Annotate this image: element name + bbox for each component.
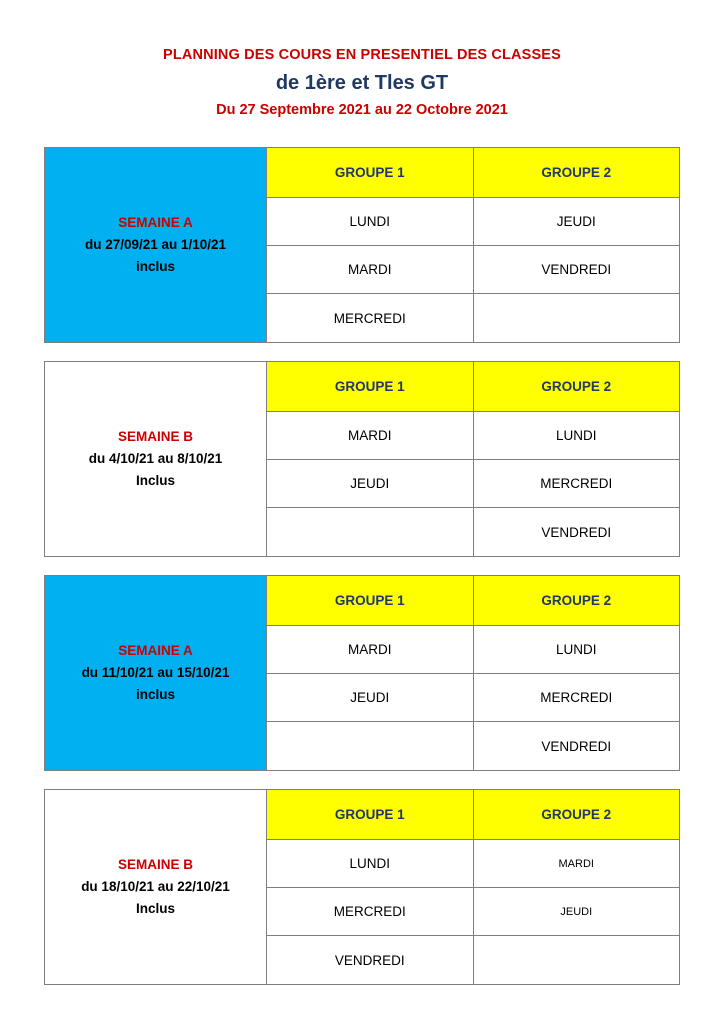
week-schedule <box>267 576 679 770</box>
week-name: SEMAINE A <box>118 643 193 658</box>
week-inclusive-note: inclus <box>135 687 175 702</box>
group1-day: JEUDI <box>267 674 474 722</box>
week-block <box>44 789 680 985</box>
group1-header: GROUPE 1 <box>267 576 474 626</box>
table-row <box>267 722 679 770</box>
week-info <box>45 576 267 770</box>
group1-day: MARDI <box>267 412 474 460</box>
week-info <box>45 362 267 556</box>
group2-day: MARDI <box>474 840 680 888</box>
group-header-row <box>267 148 679 198</box>
group2-header: GROUPE 2 <box>474 362 680 412</box>
table-row <box>267 412 679 460</box>
week-date-range: du 27/09/21 au 1/10/21 <box>84 237 227 252</box>
document-header <box>44 0 680 120</box>
group1-day: VENDREDI <box>267 936 474 984</box>
week-info <box>45 790 267 984</box>
week-inclusive-note: inclus <box>135 259 175 274</box>
table-row <box>267 294 679 342</box>
document-title-classes: de 1ère et Tles GT <box>275 72 449 94</box>
week-date-range: du 18/10/21 au 22/10/21 <box>81 879 230 894</box>
group1-day <box>267 508 474 556</box>
group2-day: MERCREDI <box>474 674 680 722</box>
week-inclusive-note: Inclus <box>135 901 175 916</box>
table-row <box>267 888 679 936</box>
table-row <box>267 508 679 556</box>
table-row <box>267 246 679 294</box>
group2-day: VENDREDI <box>474 508 680 556</box>
group1-day: MARDI <box>267 626 474 674</box>
group1-day: LUNDI <box>267 840 474 888</box>
week-block <box>44 361 680 557</box>
week-name: SEMAINE B <box>117 429 193 444</box>
week-schedule <box>267 148 679 342</box>
table-row <box>267 198 679 246</box>
group1-header: GROUPE 1 <box>267 148 474 198</box>
group-header-row <box>267 576 679 626</box>
group2-day: VENDREDI <box>474 246 680 294</box>
group2-day <box>474 294 680 342</box>
group-header-row <box>267 790 679 840</box>
week-schedule <box>267 790 679 984</box>
document-title-dates: Du 27 Septembre 2021 au 22 Octobre 2021 <box>216 102 508 118</box>
group2-day: LUNDI <box>474 412 680 460</box>
group2-header: GROUPE 2 <box>474 576 680 626</box>
group1-day: MERCREDI <box>267 294 474 342</box>
table-row <box>267 626 679 674</box>
group2-day: LUNDI <box>474 626 680 674</box>
table-row <box>267 840 679 888</box>
group1-header: GROUPE 1 <box>267 362 474 412</box>
week-date-range: du 11/10/21 au 15/10/21 <box>81 665 230 680</box>
group2-day: JEUDI <box>474 198 680 246</box>
group2-day: MERCREDI <box>474 460 680 508</box>
group1-day: LUNDI <box>267 198 474 246</box>
week-date-range: du 4/10/21 au 8/10/21 <box>88 451 223 466</box>
week-schedule <box>267 362 679 556</box>
table-row <box>267 936 679 984</box>
week-block <box>44 147 680 343</box>
table-row <box>267 460 679 508</box>
week-name: SEMAINE A <box>118 215 193 230</box>
document-title-main: PLANNING DES COURS EN PRESENTIEL DES CLASSES <box>163 47 561 63</box>
group1-day: JEUDI <box>267 460 474 508</box>
table-row <box>267 674 679 722</box>
group1-day: MERCREDI <box>267 888 474 936</box>
group2-header: GROUPE 2 <box>474 790 680 840</box>
week-info <box>45 148 267 342</box>
week-name: SEMAINE B <box>117 857 193 872</box>
group2-day: JEUDI <box>474 888 680 936</box>
week-block <box>44 575 680 771</box>
group-header-row <box>267 362 679 412</box>
group2-day <box>474 936 680 984</box>
group2-header: GROUPE 2 <box>474 148 680 198</box>
group2-day: VENDREDI <box>474 722 680 770</box>
group1-day <box>267 722 474 770</box>
week-inclusive-note: Inclus <box>135 473 175 488</box>
group1-header: GROUPE 1 <box>267 790 474 840</box>
group1-day: MARDI <box>267 246 474 294</box>
